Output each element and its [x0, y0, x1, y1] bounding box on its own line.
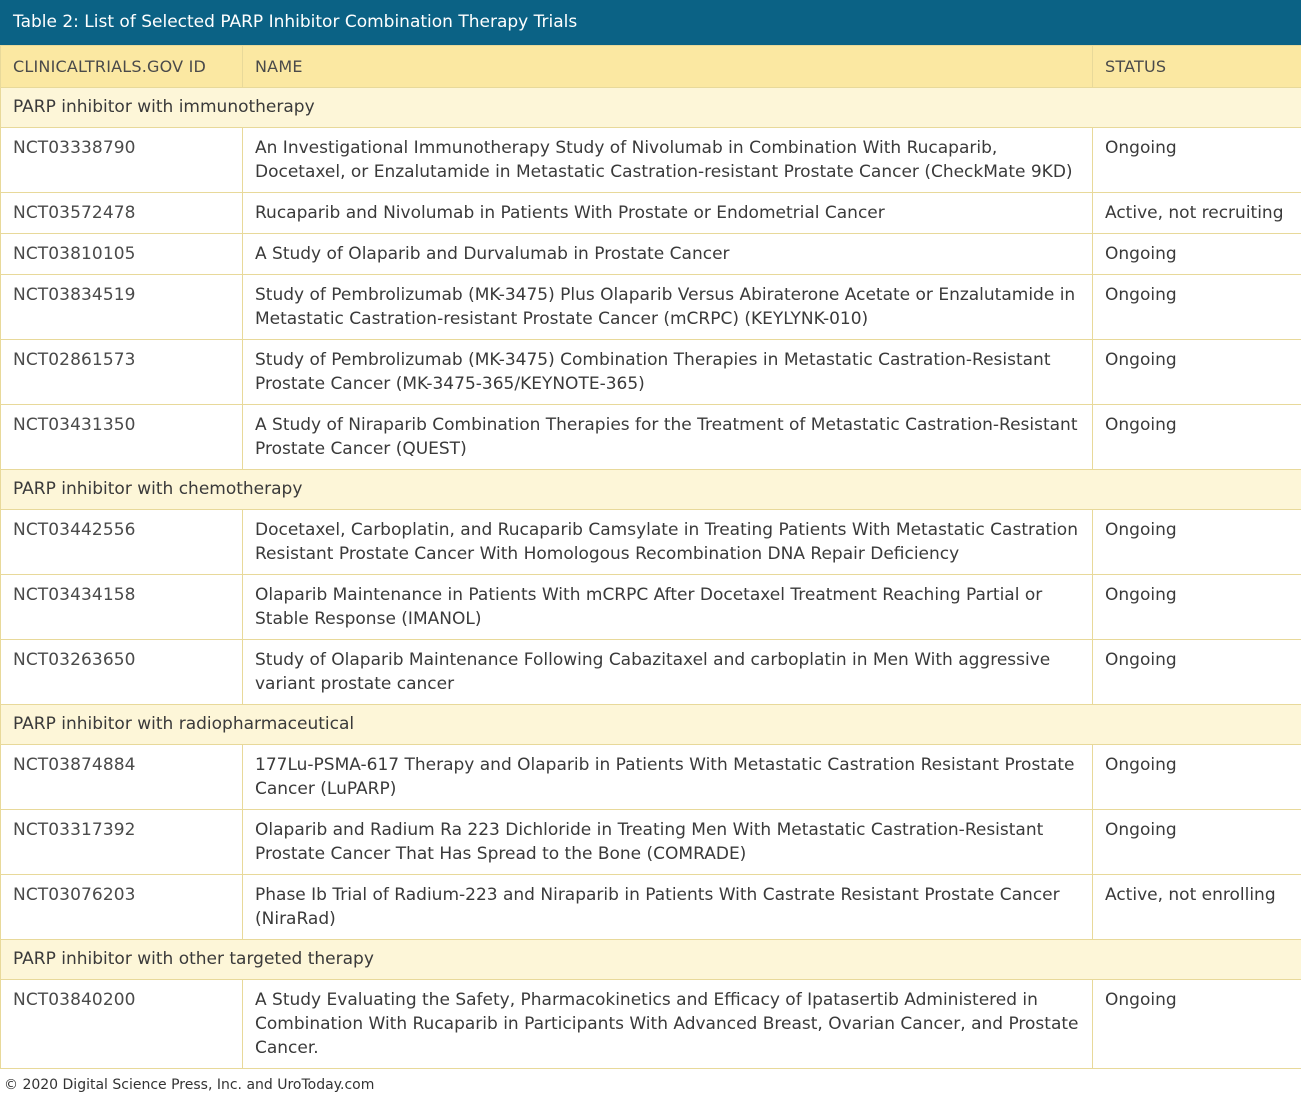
table-row — [1, 128, 1301, 193]
header-name: NAME — [243, 46, 1093, 88]
section-row — [1, 470, 1301, 510]
section-row — [1, 88, 1301, 128]
trial-id-cell: NCT03442556 — [1, 510, 243, 575]
table-row — [1, 510, 1301, 575]
trial-id-cell: NCT03076203 — [1, 875, 243, 940]
trial-id-cell: NCT03434158 — [1, 575, 243, 640]
trial-name-cell: Rucaparib and Nivolumab in Patients With Prostate or Endometrial Cancer — [243, 193, 1093, 234]
section-label: PARP inhibitor with chemotherapy — [1, 470, 1301, 510]
trial-name-cell: Study of Pembrolizumab (MK-3475) Plus Olaparib Versus Abiraterone Acetate or Enzalutamide in Metastatic Castration-resistant Prostate Cancer (mCRPC) (KEYLYNK-010) — [243, 275, 1093, 340]
trial-id-cell: NCT03874884 — [1, 745, 243, 810]
trial-id-cell: NCT03317392 — [1, 810, 243, 875]
table-row — [1, 810, 1301, 875]
trial-status-cell: Active, not enrolling — [1093, 875, 1301, 940]
section-row — [1, 705, 1301, 745]
trial-id-cell: NCT03572478 — [1, 193, 243, 234]
trial-id-cell: NCT03263650 — [1, 640, 243, 705]
copyright-footer: © 2020 Digital Science Press, Inc. and UroToday.com — [4, 1077, 375, 1093]
trial-status-cell: Ongoing — [1093, 510, 1301, 575]
table-row — [1, 405, 1301, 470]
trial-status-cell: Ongoing — [1093, 810, 1301, 875]
table-row — [1, 193, 1301, 234]
trial-id-cell: NCT03810105 — [1, 234, 243, 275]
trial-name-cell: Docetaxel, Carboplatin, and Rucaparib Camsylate in Treating Patients With Metastatic Castration Resistant Prostate Cancer With Homologous Recombination DNA Repair Deficiency — [243, 510, 1093, 575]
trial-id-cell: NCT02861573 — [1, 340, 243, 405]
trial-name-cell: Study of Pembrolizumab (MK-3475) Combination Therapies in Metastatic Castration-Resistant Prostate Cancer (MK-3475-365/KEYNOTE-365) — [243, 340, 1093, 405]
trial-name-cell: A Study of Niraparib Combination Therapies for the Treatment of Metastatic Castration-Resistant Prostate Cancer (QUEST) — [243, 405, 1093, 470]
trial-status-cell: Ongoing — [1093, 275, 1301, 340]
header-row — [1, 46, 1301, 88]
table-header — [1, 46, 1301, 88]
table-row — [1, 980, 1301, 1069]
trial-status-cell: Ongoing — [1093, 640, 1301, 705]
trial-name-cell: Olaparib and Radium Ra 223 Dichloride in Treating Men With Metastatic Castration-Resistant Prostate Cancer That Has Spread to the Bone (COMRADE) — [243, 810, 1093, 875]
trial-status-cell: Ongoing — [1093, 128, 1301, 193]
trial-id-cell: NCT03840200 — [1, 980, 243, 1069]
table-row — [1, 275, 1301, 340]
trial-status-cell: Ongoing — [1093, 340, 1301, 405]
trial-status-cell: Ongoing — [1093, 745, 1301, 810]
trial-id-cell: NCT03338790 — [1, 128, 243, 193]
table-row — [1, 575, 1301, 640]
trials-table — [0, 45, 1301, 1069]
trial-name-cell: Olaparib Maintenance in Patients With mCRPC After Docetaxel Treatment Reaching Partial or Stable Response (IMANOL) — [243, 575, 1093, 640]
table-body — [1, 88, 1301, 1069]
trial-name-cell: Phase Ib Trial of Radium-223 and Niraparib in Patients With Castrate Resistant Prostate Cancer (NiraRad) — [243, 875, 1093, 940]
trial-status-cell: Ongoing — [1093, 234, 1301, 275]
trial-status-cell: Ongoing — [1093, 980, 1301, 1069]
trial-id-cell: NCT03834519 — [1, 275, 243, 340]
trial-status-cell: Ongoing — [1093, 575, 1301, 640]
trial-name-cell: A Study of Olaparib and Durvalumab in Prostate Cancer — [243, 234, 1093, 275]
header-status: STATUS — [1093, 46, 1301, 88]
table-row — [1, 234, 1301, 275]
section-label: PARP inhibitor with immunotherapy — [1, 88, 1301, 128]
header-id: CLINICALTRIALS.GOV ID — [1, 46, 243, 88]
trial-status-cell: Ongoing — [1093, 405, 1301, 470]
section-label: PARP inhibitor with radiopharmaceutical — [1, 705, 1301, 745]
trial-status-cell: Active, not recruiting — [1093, 193, 1301, 234]
table-row — [1, 340, 1301, 405]
trial-name-cell: 177Lu-PSMA-617 Therapy and Olaparib in Patients With Metastatic Castration Resistant Prostate Cancer (LuPARP) — [243, 745, 1093, 810]
trial-id-cell: NCT03431350 — [1, 405, 243, 470]
trial-name-cell: Study of Olaparib Maintenance Following Cabazitaxel and carboplatin in Men With aggressive variant prostate cancer — [243, 640, 1093, 705]
section-label: PARP inhibitor with other targeted therapy — [1, 940, 1301, 980]
table-row — [1, 640, 1301, 705]
trial-name-cell: An Investigational Immunotherapy Study of Nivolumab in Combination With Rucaparib, Docetaxel, or Enzalutamide in Metastatic Castration-resistant Prostate Cancer (CheckMate 9KD) — [243, 128, 1093, 193]
table-title: Table 2: List of Selected PARP Inhibitor Combination Therapy Trials — [0, 0, 1301, 45]
table-row — [1, 875, 1301, 940]
table-row — [1, 745, 1301, 810]
trial-name-cell: A Study Evaluating the Safety, Pharmacokinetics and Efficacy of Ipatasertib Administered in Combination With Rucaparib in Participants With Advanced Breast, Ovarian Cancer, and Prostate Cancer. — [243, 980, 1093, 1069]
section-row — [1, 940, 1301, 980]
